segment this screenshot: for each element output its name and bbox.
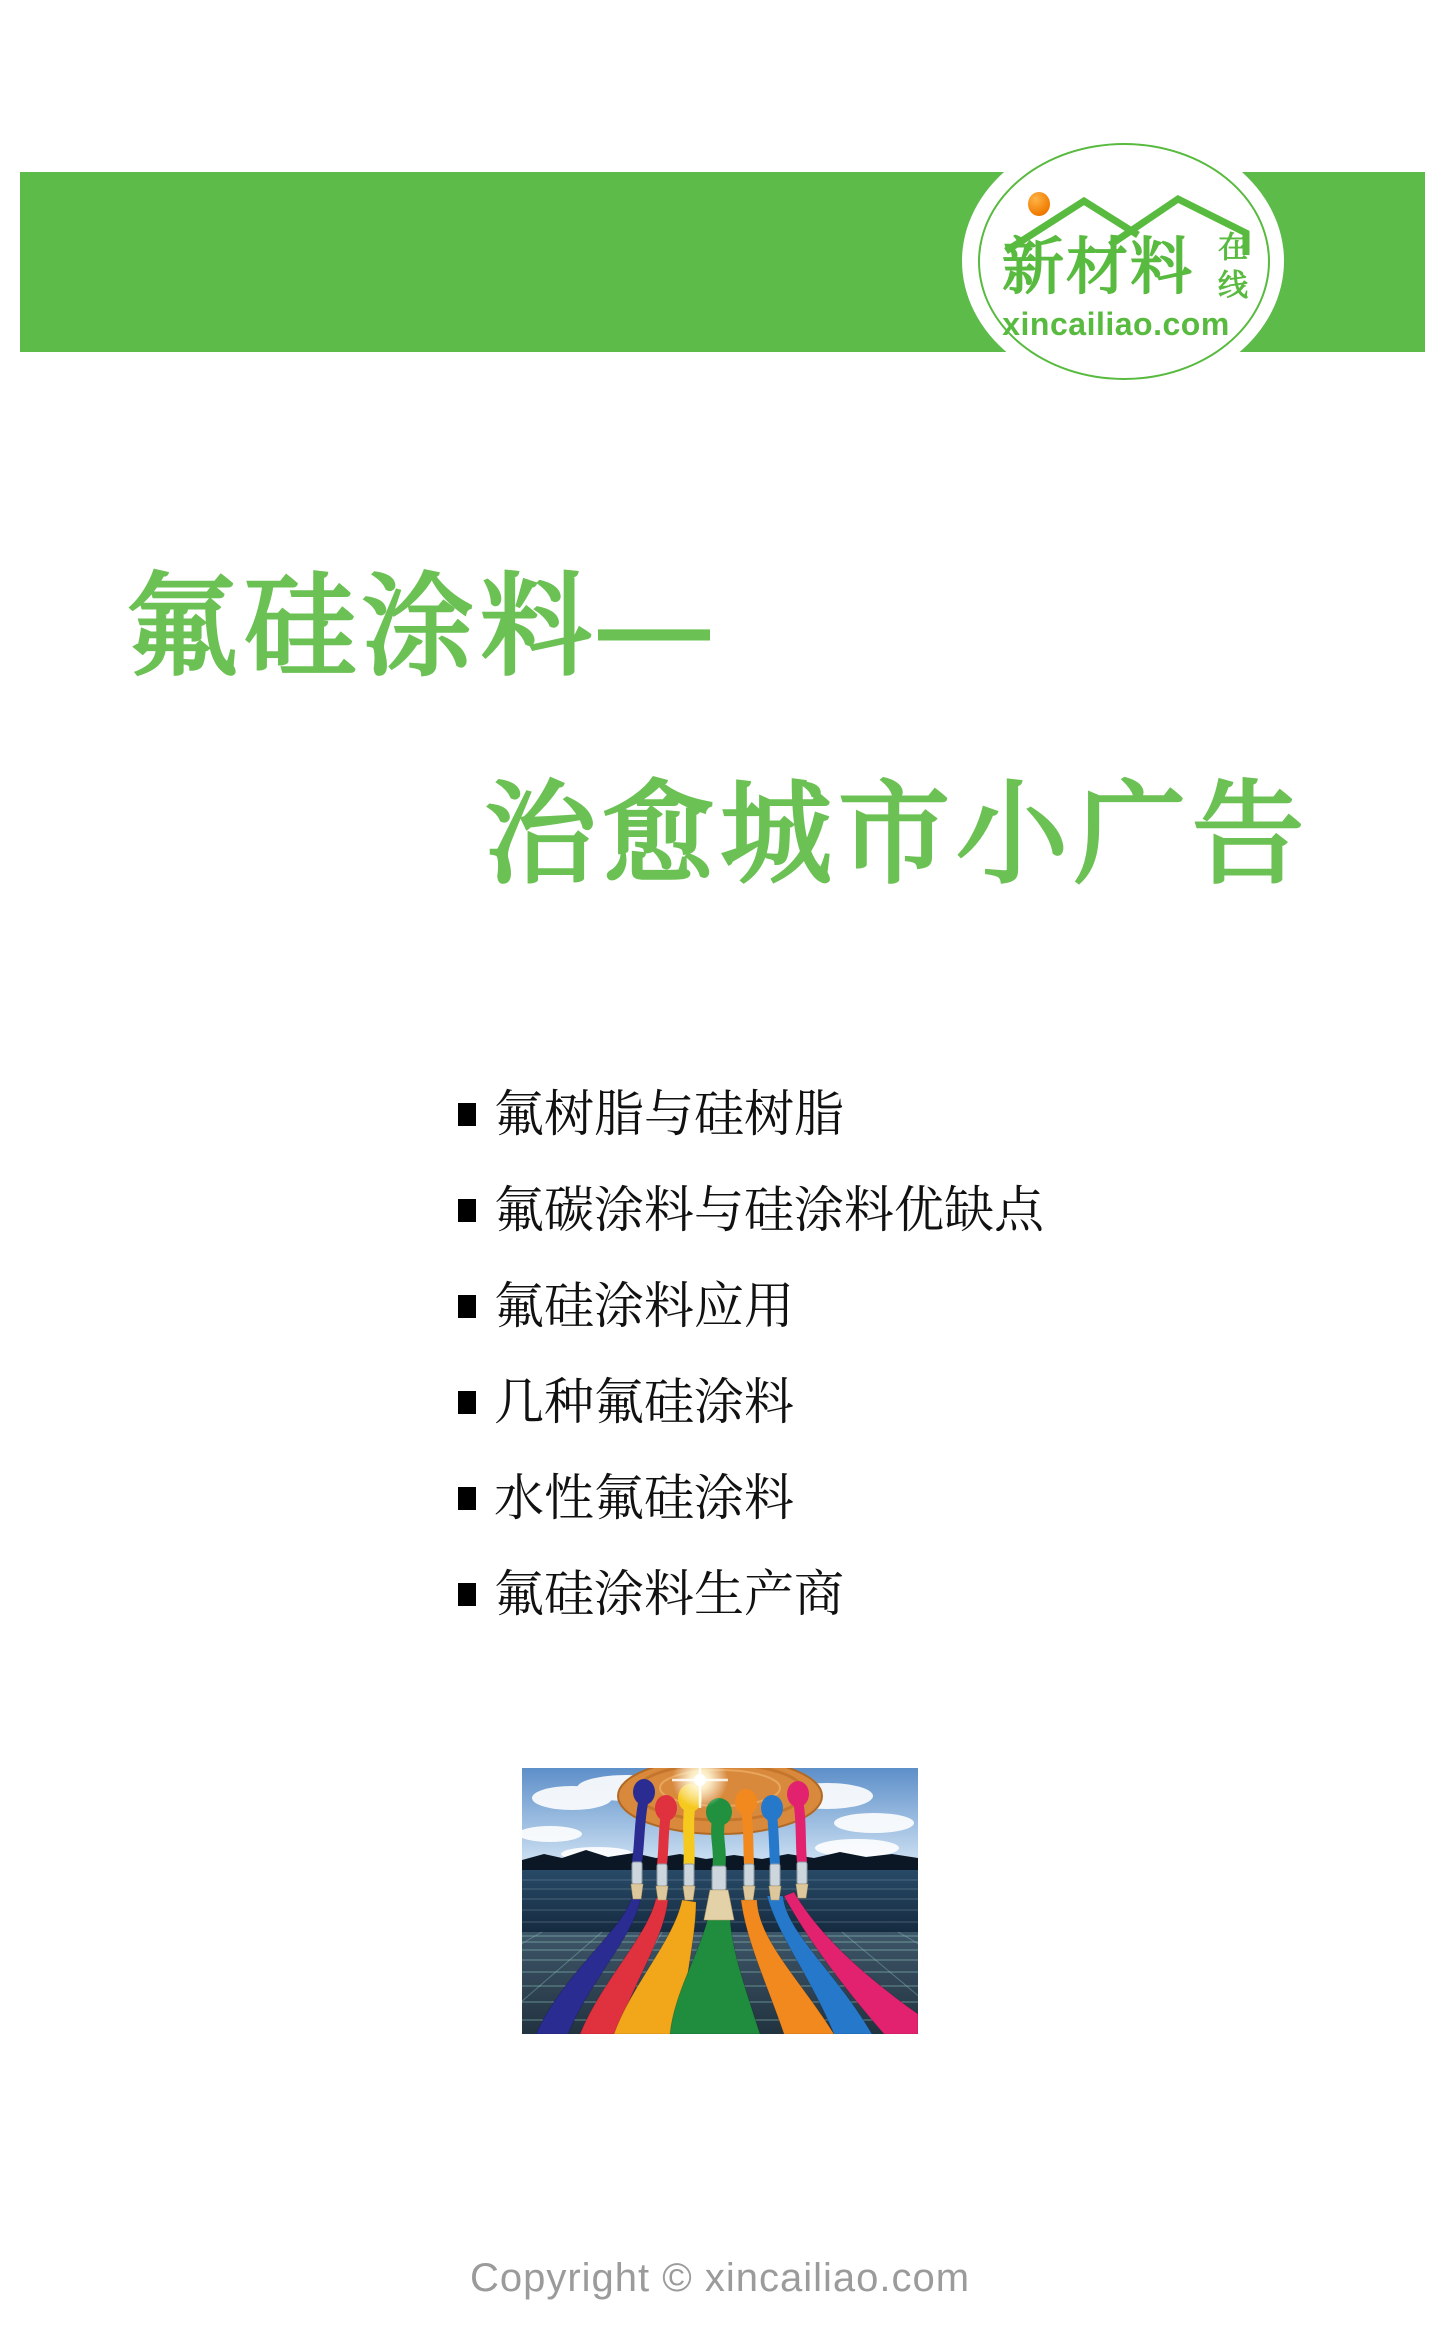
toc-item-label: 氟树脂与硅树脂 bbox=[494, 1086, 844, 1142]
toc-item bbox=[458, 1280, 1044, 1332]
toc-item-label: 氟碳涂料与硅涂料优缺点 bbox=[494, 1182, 1044, 1238]
copyright-footer: Copyright © xincailiao.com bbox=[469, 2256, 971, 2300]
square-bullet-icon bbox=[458, 1391, 476, 1414]
logo-name-suffix: 在线 bbox=[1213, 231, 1246, 307]
logo-url: xincailiao.com bbox=[1002, 306, 1230, 342]
toc-item-label: 几种氟硅涂料 bbox=[494, 1374, 794, 1430]
page-title-line1: 氟硅涂料— bbox=[126, 564, 716, 689]
toc-item bbox=[458, 1184, 1044, 1236]
toc-item bbox=[458, 1376, 1044, 1428]
paint-brushes-figure bbox=[522, 1768, 918, 2034]
toc-item-label: 氟硅涂料生产商 bbox=[494, 1566, 844, 1622]
square-bullet-icon bbox=[458, 1103, 476, 1126]
square-bullet-icon bbox=[458, 1199, 476, 1222]
toc-item-label: 水性氟硅涂料 bbox=[494, 1470, 794, 1526]
square-bullet-icon bbox=[458, 1295, 476, 1318]
toc-item bbox=[458, 1088, 1044, 1140]
square-bullet-icon bbox=[458, 1487, 476, 1510]
toc-item-label: 氟硅涂料应用 bbox=[494, 1278, 794, 1334]
xincailiao-logo bbox=[978, 143, 1270, 380]
toc-list bbox=[458, 1088, 1044, 1664]
paint-brushes-image bbox=[522, 1768, 918, 2034]
page-title-line2: 治愈城市小广告 bbox=[484, 772, 1310, 897]
toc-item bbox=[458, 1568, 1044, 1620]
square-bullet-icon bbox=[458, 1583, 476, 1606]
logo-name-cn: 新材料 bbox=[1001, 233, 1194, 302]
toc-item bbox=[458, 1472, 1044, 1524]
